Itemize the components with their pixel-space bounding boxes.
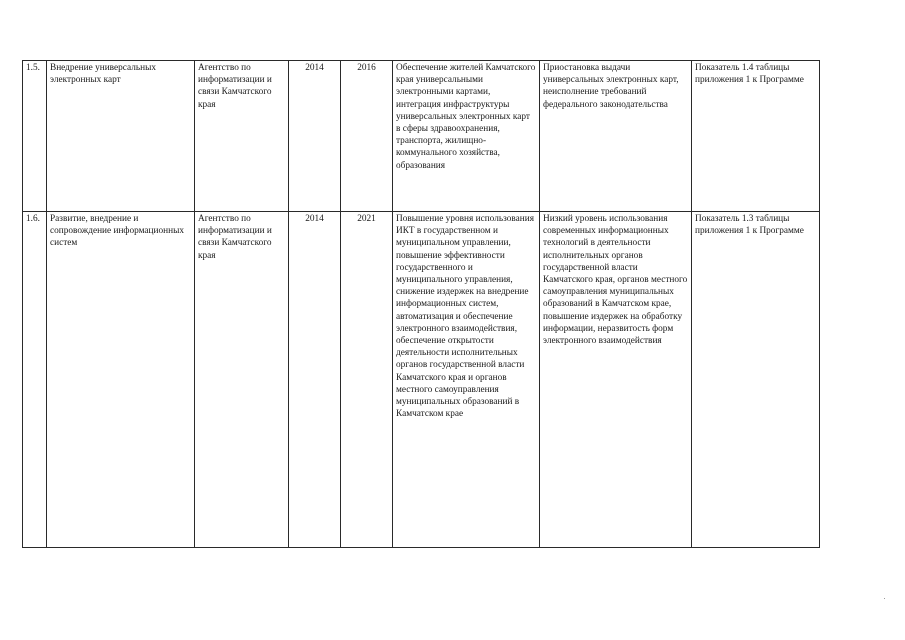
expected-result: Обеспечение жителей Камчатского края универсальными электронными картами, интеграция инфраструктуры универсальных электронных карт в сферы здравоохранения, транспорта, жилищно-коммунального хозяйства, образования: [393, 61, 540, 212]
indicator-link: Показатель 1.4 таблицы приложения 1 к Программе: [692, 61, 820, 212]
non-implementation-consequences: Низкий уровень использования современных информационных технологий в деятельности исполнительных органов государственной власти Камчатского края, органов местного самоуправления муниципальных образований в Камчатском крае, повышение издержек на обработку информации, неразвитость форм электронного взаимодействия: [540, 212, 692, 548]
responsible-agency: Агентство по информатизации и связи Камчатского края: [195, 212, 289, 548]
table-row: [23, 61, 820, 212]
program-measures-table: [22, 60, 820, 548]
start-year: 2014: [289, 61, 341, 212]
scan-speck: [884, 598, 885, 599]
table-row: [23, 212, 820, 548]
row-number: 1.6.: [23, 212, 47, 548]
responsible-agency: Агентство по информатизации и связи Камчатского края: [195, 61, 289, 212]
end-year: 2021: [341, 212, 393, 548]
row-number: 1.5.: [23, 61, 47, 212]
indicator-link: Показатель 1.3 таблицы приложения 1 к Программе: [692, 212, 820, 548]
end-year: 2016: [341, 61, 393, 212]
measure-name: Развитие, внедрение и сопровождение информационных систем: [47, 212, 195, 548]
start-year: 2014: [289, 212, 341, 548]
expected-result: Повышение уровня использования ИКТ в государственном и муниципальном управлении, повышение эффективности государственного и муниципального управления, снижение издержек на внедрение информационных систем, автоматизация и обеспечение электронного взаимодействия, обеспечение открытости деятельности исполнительных органов государственной власти Камчатского края и органов местного самоуправления муниципальных образований в Камчатском крае: [393, 212, 540, 548]
measure-name: Внедрение универсальных электронных карт: [47, 61, 195, 212]
non-implementation-consequences: Приостановка выдачи универсальных электронных карт, неисполнение требований федерального законодательства: [540, 61, 692, 212]
